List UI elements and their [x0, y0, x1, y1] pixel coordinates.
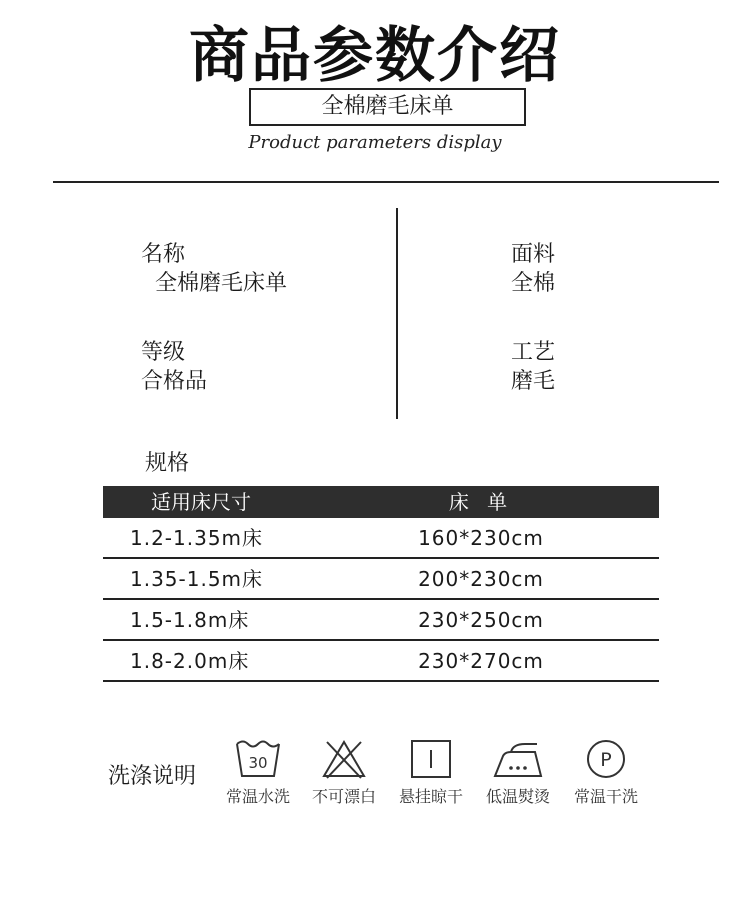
low-iron-icon [491, 738, 545, 780]
sheet-size-cell: 200*230cm [418, 567, 544, 591]
param-fabric [511, 240, 555, 298]
wash-caption: 不可漂白 [311, 787, 376, 806]
param-craft-value: 磨毛 [511, 369, 556, 394]
bed-size-cell: 1.2-1.35m床 [130, 526, 264, 550]
param-craft-label: 工艺 [511, 340, 556, 365]
wash-item-low-iron [478, 738, 558, 807]
sheet-size-cell: 230*270cm [418, 649, 544, 673]
spec-label: 规格 [145, 451, 190, 476]
wash-caption: 常温水洗 [225, 787, 290, 806]
wash-temp-badge: 30 [248, 754, 268, 772]
page-title: 商品参数介绍 [189, 21, 561, 91]
sheet-size-cell: 160*230cm [418, 526, 544, 550]
dry-clean-badge: P [600, 749, 612, 771]
param-craft [511, 338, 555, 396]
wash-caption: 悬挂晾干 [398, 787, 463, 806]
washing-label: 洗涤说明 [108, 764, 197, 789]
dry-clean-p-icon [583, 738, 629, 780]
param-fabric-value: 全棉 [511, 271, 556, 296]
bed-size-cell: 1.5-1.8m床 [130, 608, 250, 632]
table-row [103, 600, 659, 641]
spec-header-sheet: 床 单 [448, 490, 514, 514]
wash-item-no-bleach [304, 738, 384, 807]
spec-header-bed-size: 适用床尺寸 [151, 490, 251, 514]
english-subtitle: Product parameters display [248, 132, 502, 153]
header-divider [53, 181, 719, 183]
table-row [103, 641, 659, 682]
param-fabric-label: 面料 [511, 242, 556, 267]
hang-dry-icon [408, 738, 454, 780]
product-name-box: 全棉磨毛床单 [249, 88, 526, 126]
spec-table [103, 486, 659, 682]
wash-item-normal-water [218, 738, 298, 807]
params-divider [396, 208, 398, 419]
wash-tub-30-icon [235, 738, 281, 780]
wash-caption: 低温熨烫 [485, 787, 550, 806]
param-grade [141, 338, 207, 396]
table-row [103, 559, 659, 600]
table-row [103, 518, 659, 559]
bed-size-cell: 1.35-1.5m床 [130, 567, 264, 591]
param-name-value: 全棉磨毛床单 [155, 271, 288, 296]
wash-item-hang-dry [391, 738, 471, 807]
param-grade-value: 合格品 [141, 369, 208, 394]
wash-caption: 常温干洗 [573, 787, 638, 806]
no-bleach-icon [321, 738, 367, 780]
param-grade-label: 等级 [141, 340, 186, 365]
bed-size-cell: 1.8-2.0m床 [130, 649, 250, 673]
sheet-size-cell: 230*250cm [418, 608, 544, 632]
param-name-label: 名称 [141, 242, 186, 267]
wash-item-dry-clean [566, 738, 646, 807]
spec-table-header [103, 486, 659, 518]
param-name [141, 240, 287, 298]
